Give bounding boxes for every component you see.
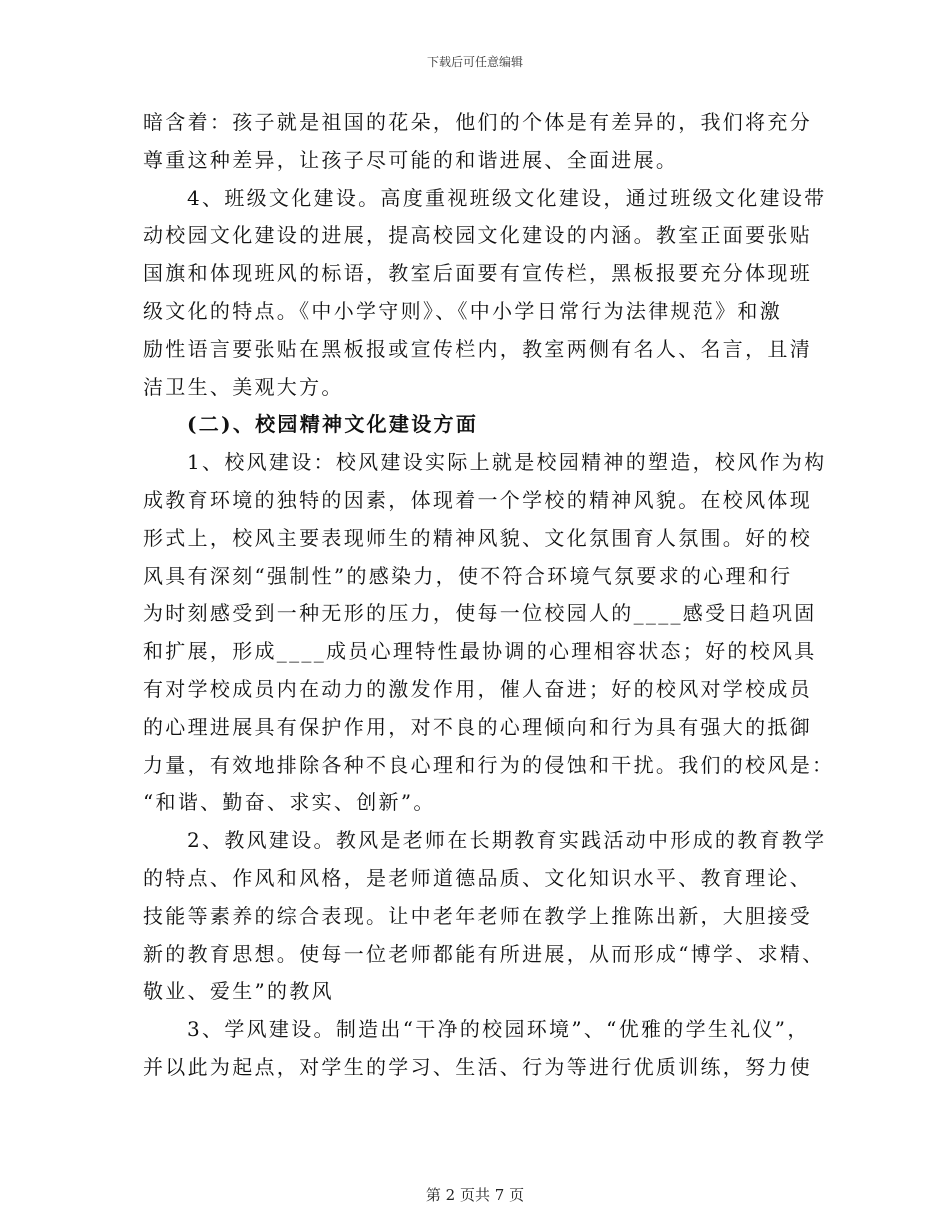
paragraph-line: 的心理进展具有保护作用，对不良的心理倾向和行为具有强大的抵御 — [143, 714, 812, 739]
paragraph-line: 的特点、作风和风格，是老师道德品质、文化知识水平、教育理论、 — [143, 865, 812, 890]
paragraph-line: 励性语言要张贴在黑板报或宣传栏内，教室两侧有名人、名言，且清 — [143, 336, 812, 361]
paragraph-line: 2、教风建设。教风是老师在长期教育实践活动中形成的教育教学 — [187, 828, 827, 853]
paragraph-line: 新的教育思想。使每一位老师都能有所进展，从而形成“博学、求精、 — [143, 941, 825, 966]
paragraph-line: 级文化的特点。《中小学守则》、《中小学日常行为法律规范》和激 — [143, 298, 782, 323]
paragraph-line: 1、校风建设：校风建设实际上就是校园精神的塑造，校风作为构 — [187, 450, 827, 475]
paragraph-line: 尊重这种差异，让孩子尽可能的和谐进展、全面进展。 — [143, 147, 679, 172]
paragraph-line: 有对学校成员内在动力的激发作用，催人奋进；好的校风对学校成员 — [143, 676, 812, 701]
page-footer: 第 2 页共 7 页 — [425, 1186, 525, 1204]
paragraph-line: 力量，有效地排除各种不良心理和行为的侵蚀和干扰。我们的校风是： — [143, 752, 835, 777]
paragraph-line: 洁卫生、美观大方。 — [143, 374, 344, 399]
paragraph-line: 4、班级文化建设。高度重视班级文化建设，通过班级文化建设带 — [187, 185, 827, 210]
section-heading: (二)、校园精神文化建设方面 — [187, 412, 479, 437]
paragraph-line: 技能等素养的综合表现。让中老年老师在教学上推陈出新，大胆接受 — [143, 903, 812, 928]
paragraph-line: 暗含着：孩子就是祖国的花朵，他们的个体是有差异的，我们将充分 — [143, 110, 812, 134]
paragraph-line: 3、学风建设。制造出“干净的校园环境”、“优雅的学生礼仪”， — [187, 1017, 810, 1042]
paragraph-line: 国旗和体现班风的标语，教室后面要有宣传栏，黑板报要充分体现班 — [143, 261, 812, 286]
paragraph-line: “和谐、勤奋、求实、创新”。 — [143, 790, 436, 815]
paragraph-line: 并以此为起点，对学生的学习、生活、行为等进行优质训练，努力使 — [143, 1054, 812, 1079]
page-header: 下载后可任意编辑 — [426, 55, 523, 69]
paragraph-line: 成教育环境的独特的因素，体现着一个学校的精神风貌。在校风体现 — [143, 487, 812, 512]
paragraph-line: 风具有深刻“强制性”的感染力，使不符合环境气氛要求的心理和行 — [143, 563, 793, 588]
document-body — [143, 104, 835, 1087]
paragraph-line: 和扩展，形成____成员心理特性最协调的心理相容状态；好的校风具 — [143, 639, 817, 664]
paragraph-line: 动校园文化建设的进展，提高校园文化建设的内涵。教室正面要张贴 — [143, 223, 812, 248]
paragraph-line: 为时刻感受到一种无形的压力，使每一位校园人的____感受日趋巩固 — [143, 601, 817, 626]
paragraph-line: 敬业、爱生”的教风 — [143, 979, 334, 1004]
paragraph-line: 形式上，校风主要表现师生的精神风貌、文化氛围育人氛围。好的校 — [143, 525, 812, 550]
